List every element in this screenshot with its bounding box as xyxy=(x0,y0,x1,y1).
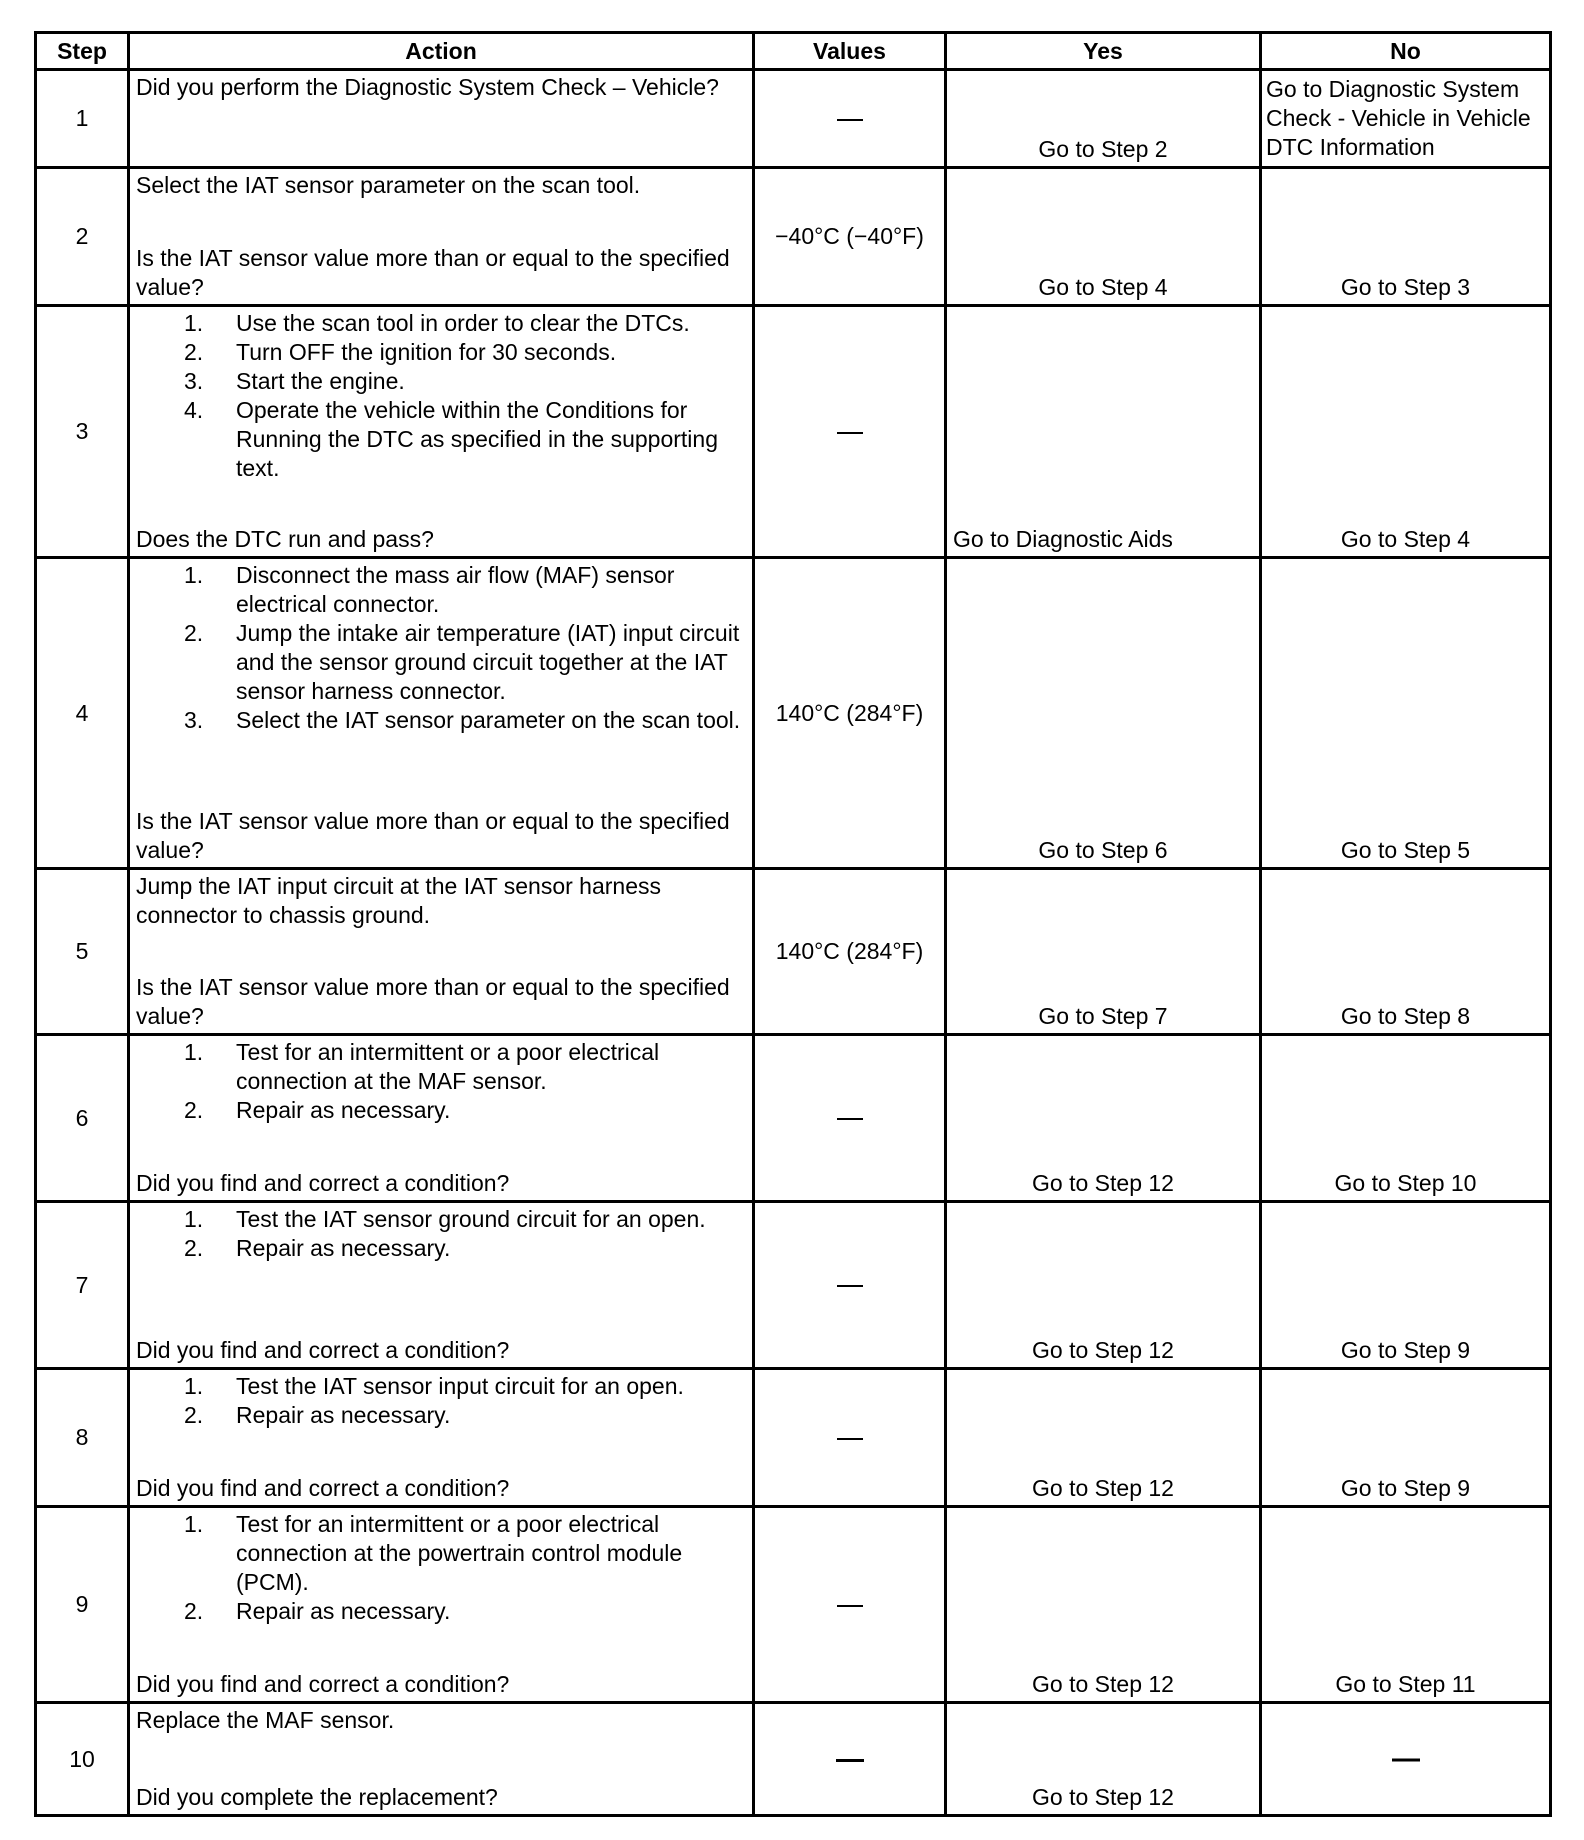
table-row xyxy=(36,306,1551,558)
table-row xyxy=(36,1703,1551,1816)
table-row xyxy=(36,1369,1551,1507)
no-link[interactable]: Go to Diagnostic System Check - Vehicle in Vehicle DTC Information xyxy=(1266,76,1531,160)
no-cell xyxy=(1261,1369,1551,1507)
step-number: 2 xyxy=(36,168,129,306)
list-item xyxy=(136,1597,746,1626)
step-number: 6 xyxy=(36,1035,129,1202)
list-item-text: Test for an intermittent or a poor electrical connection at the MAF sensor. xyxy=(236,1039,660,1094)
yes-cell xyxy=(946,1202,1261,1369)
yes-cell xyxy=(946,869,1261,1035)
header-row xyxy=(36,33,1551,70)
list-item-number: 3. xyxy=(184,368,204,394)
action-question: Does the DTC run and pass? xyxy=(136,526,434,552)
yes-cell xyxy=(946,1035,1261,1202)
action-text: Select the IAT sensor parameter on the scan tool. xyxy=(136,172,641,198)
value-cell xyxy=(754,558,946,869)
list-item-number: 1. xyxy=(184,1039,204,1065)
list-item-text: Test for an intermittent or a poor electrical connection at the powertrain control module (PCM). xyxy=(236,1511,683,1595)
list-item-number: 3. xyxy=(184,707,204,733)
yes-link[interactable]: Go to Step 12 xyxy=(1032,1475,1174,1501)
header-yes: Yes xyxy=(946,33,1261,70)
list-item-number: 1. xyxy=(184,310,204,336)
header-no: No xyxy=(1261,33,1551,70)
yes-cell xyxy=(946,70,1261,168)
list-item-text: Select the IAT sensor parameter on the scan tool. xyxy=(236,707,741,733)
step-number: 4 xyxy=(36,558,129,869)
step-number: 7 xyxy=(36,1202,129,1369)
no-cell xyxy=(1261,1703,1551,1816)
no-cell xyxy=(1261,168,1551,306)
list-item-number: 1. xyxy=(184,1511,204,1537)
value-text: −40°C (−40°F) xyxy=(775,223,924,249)
action-steps-list xyxy=(136,1510,746,1626)
action-steps-list xyxy=(136,561,746,735)
action-cell xyxy=(129,1507,754,1703)
action-question: Is the IAT sensor value more than or equal to the specified value? xyxy=(136,808,730,863)
list-item-text: Repair as necessary. xyxy=(236,1598,451,1624)
em-dash xyxy=(837,1438,863,1440)
value-text: 140°C (284°F) xyxy=(775,699,924,726)
yes-link[interactable]: Go to Step 4 xyxy=(1038,274,1168,300)
yes-link[interactable]: Go to Diagnostic Aids xyxy=(953,526,1173,552)
em-dash xyxy=(1392,1759,1420,1762)
yes-cell xyxy=(946,306,1261,558)
value-cell xyxy=(754,168,946,306)
list-item xyxy=(136,706,746,735)
no-cell xyxy=(1261,306,1551,558)
yes-link[interactable]: Go to Step 12 xyxy=(1032,1671,1174,1697)
action-question: Did you find and correct a condition? xyxy=(136,1671,510,1697)
table-body xyxy=(36,70,1551,1816)
list-item-number: 4. xyxy=(184,397,204,423)
action-cell xyxy=(129,306,754,558)
no-cell xyxy=(1261,869,1551,1035)
action-cell xyxy=(129,1202,754,1369)
list-item-text: Repair as necessary. xyxy=(236,1235,451,1261)
step-number: 5 xyxy=(36,869,129,1035)
no-cell xyxy=(1261,70,1551,168)
action-cell xyxy=(129,1369,754,1507)
list-item-text: Operate the vehicle within the Conditions for Running the DTC as specified in the supporting text. xyxy=(236,397,719,481)
yes-link[interactable]: Go to Step 2 xyxy=(1038,136,1168,162)
no-cell xyxy=(1261,558,1551,869)
no-link[interactable]: Go to Step 10 xyxy=(1334,1170,1477,1196)
no-link[interactable]: Go to Step 9 xyxy=(1340,1337,1471,1363)
action-question: Is the IAT sensor value more than or equal to the specified value? xyxy=(136,974,730,1029)
step-number: 1 xyxy=(36,70,129,168)
step-number: 9 xyxy=(36,1507,129,1703)
yes-link[interactable]: Go to Step 12 xyxy=(1032,1784,1174,1810)
table-row xyxy=(36,558,1551,869)
value-cell xyxy=(754,869,946,1035)
em-dash xyxy=(837,1285,863,1287)
list-item-number: 2. xyxy=(184,1598,204,1624)
value-cell xyxy=(754,306,946,558)
action-cell xyxy=(129,1035,754,1202)
list-item xyxy=(136,338,746,367)
list-item xyxy=(136,1401,746,1430)
list-item-number: 1. xyxy=(184,1373,204,1399)
action-cell xyxy=(129,1703,754,1816)
list-item xyxy=(136,561,746,619)
list-item-text: Turn OFF the ignition for 30 seconds. xyxy=(236,339,617,365)
diagnostic-table xyxy=(34,31,1552,1817)
value-cell xyxy=(754,1703,946,1816)
action-question: Is the IAT sensor value more than or equal to the specified value? xyxy=(136,245,730,300)
yes-link[interactable]: Go to Step 6 xyxy=(1038,837,1168,863)
list-item-text: Test the IAT sensor input circuit for an open. xyxy=(236,1373,684,1399)
table-row xyxy=(36,1202,1551,1369)
value-cell xyxy=(754,1202,946,1369)
list-item-text: Repair as necessary. xyxy=(236,1402,451,1428)
action-text: Replace the MAF sensor. xyxy=(136,1707,395,1733)
em-dash xyxy=(837,1118,863,1120)
action-steps-list xyxy=(136,309,746,483)
em-dash xyxy=(837,1605,863,1607)
value-text: 140°C (284°F) xyxy=(775,938,924,964)
list-item-number: 2. xyxy=(184,1097,204,1123)
no-link[interactable]: Go to Step 5 xyxy=(1340,837,1471,863)
header-values: Values xyxy=(754,33,946,70)
list-item-text: Test the IAT sensor ground circuit for an open. xyxy=(236,1206,706,1232)
step-number: 10 xyxy=(36,1703,129,1816)
action-question: Did you find and correct a condition? xyxy=(136,1170,510,1196)
no-link[interactable]: Go to Step 11 xyxy=(1335,1671,1476,1697)
em-dash xyxy=(837,119,863,121)
list-item-text: Start the engine. xyxy=(236,368,405,394)
action-cell xyxy=(129,70,754,168)
value-cell xyxy=(754,1369,946,1507)
list-item xyxy=(136,619,746,706)
table-row xyxy=(36,1035,1551,1202)
no-link[interactable]: Go to Step 4 xyxy=(1340,526,1471,552)
action-steps-list xyxy=(136,1372,746,1430)
list-item xyxy=(136,1096,746,1125)
step-number: 3 xyxy=(36,306,129,558)
list-item xyxy=(136,309,746,338)
value-cell xyxy=(754,70,946,168)
list-item-number: 2. xyxy=(184,339,204,365)
value-cell xyxy=(754,1507,946,1703)
yes-cell xyxy=(946,1369,1261,1507)
step-number: 8 xyxy=(36,1369,129,1507)
list-item-number: 2. xyxy=(184,620,204,646)
table-row xyxy=(36,1507,1551,1703)
action-question: Did you find and correct a condition? xyxy=(136,1337,510,1363)
list-item xyxy=(136,1205,746,1234)
list-item-number: 1. xyxy=(184,1206,204,1232)
list-item-text: Repair as necessary. xyxy=(236,1097,451,1123)
action-steps-list xyxy=(136,1038,746,1125)
list-item xyxy=(136,396,746,483)
action-cell xyxy=(129,558,754,869)
list-item-text: Jump the intake air temperature (IAT) input circuit and the sensor ground circuit together at the IAT sensor harness connector. xyxy=(236,620,740,704)
action-steps-list xyxy=(136,1205,746,1263)
action-question: Did you find and correct a condition? xyxy=(136,1475,510,1501)
header-action: Action xyxy=(129,33,754,70)
table-row xyxy=(36,168,1551,306)
yes-cell xyxy=(946,1703,1261,1816)
yes-cell xyxy=(946,1507,1261,1703)
no-link[interactable]: Go to Step 3 xyxy=(1340,274,1471,300)
no-link[interactable]: Go to Step 8 xyxy=(1340,1003,1471,1029)
action-cell xyxy=(129,168,754,306)
yes-link[interactable]: Go to Step 12 xyxy=(1032,1337,1174,1363)
list-item-text: Use the scan tool in order to clear the DTCs. xyxy=(236,310,690,336)
list-item xyxy=(136,1038,746,1096)
no-cell xyxy=(1261,1202,1551,1369)
yes-link[interactable]: Go to Step 7 xyxy=(1038,1003,1168,1029)
action-question: Did you complete the replacement? xyxy=(136,1784,498,1810)
list-item xyxy=(136,1234,746,1263)
yes-link[interactable]: Go to Step 12 xyxy=(1032,1170,1174,1196)
list-item xyxy=(136,1510,746,1597)
em-dash xyxy=(837,432,863,434)
list-item xyxy=(136,367,746,396)
action-cell xyxy=(129,869,754,1035)
table-row xyxy=(36,869,1551,1035)
list-item-number: 2. xyxy=(184,1235,204,1261)
table-row xyxy=(36,70,1551,168)
list-item-text: Disconnect the mass air flow (MAF) sensor electrical connector. xyxy=(236,562,675,617)
no-cell xyxy=(1261,1507,1551,1703)
value-cell xyxy=(754,1035,946,1202)
header-step: Step xyxy=(36,33,129,70)
list-item-number: 2. xyxy=(184,1402,204,1428)
list-item xyxy=(136,1372,746,1401)
action-text: Did you perform the Diagnostic System Check – Vehicle? xyxy=(136,74,719,100)
list-item-number: 1. xyxy=(184,562,204,588)
no-cell xyxy=(1261,1035,1551,1202)
yes-cell xyxy=(946,558,1261,869)
em-dash xyxy=(836,1759,864,1762)
yes-cell xyxy=(946,168,1261,306)
action-text: Jump the IAT input circuit at the IAT sensor harness connector to chassis ground. xyxy=(136,873,661,928)
no-link[interactable]: Go to Step 9 xyxy=(1340,1475,1471,1501)
